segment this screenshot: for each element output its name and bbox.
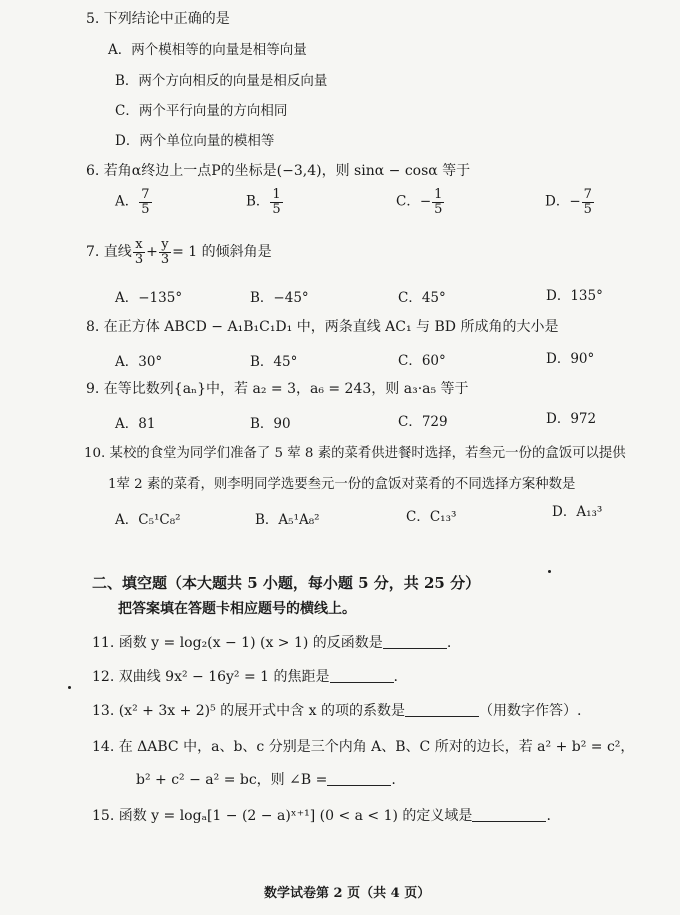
q5-option-d: D．两个单位向量的模相等 [115, 133, 275, 149]
section-2-title: 二、填空题（本大题共 5 小题，每小题 5 分，共 25 分） [92, 574, 481, 592]
q5-stem: 5. 下列结论中正确的是 [86, 11, 230, 27]
q9-option-c: C．729 [398, 414, 448, 430]
q8-option-c: C．60° [398, 353, 446, 369]
q10-option-c: C．C₁₃³ [406, 509, 457, 525]
q6-option-b: B． $\frac{1}{5}$ [246, 187, 281, 217]
q11: 11. 函数 y = log₂(x − 1) (x > 1) 的反函数是 . [92, 635, 452, 651]
page-footer: 数学试卷第 2 页（共 4 页） [264, 886, 431, 901]
q10-option-b: B．A₅¹A₈² [255, 512, 320, 528]
q6-stem: 6. 若角α终边上一点P的坐标是(−3,4)，则 sinα − cosα 等于 [86, 163, 471, 179]
q10-option-d: D．A₁₃³ [552, 504, 603, 520]
q13: 13. (x² + 3x + 2)⁵ 的展开式中含 x 的项的系数是 （用数字作答）. [92, 703, 582, 719]
q6-option-c: C．− $\frac{1}{5}$ [396, 187, 443, 217]
q6-option-d: D．− $\frac{7}{5}$ [545, 187, 592, 217]
q10-line-1: 10. 某校的食堂为同学们准备了 5 荤 8 素的菜肴供进餐时选择，若叁元一份的盒饭可以提供 [84, 446, 626, 461]
q7-option-a: A．−135° [115, 290, 183, 306]
q8-option-a: A．30° [115, 354, 163, 370]
q11-answer-blank [383, 648, 447, 649]
q13-answer-blank [405, 716, 479, 717]
stray-mark [548, 570, 551, 573]
q14-line-1: 14. 在 ΔABC 中，a、b、c 分别是三个内角 A、B、C 所对的边长，若 a² + b² = c²， [92, 739, 635, 755]
q12: 12. 双曲线 9x² − 16y² = 1 的焦距是 . [92, 669, 398, 685]
section-2-instruction: 把答案填在答题卡相应题号的横线上。 [118, 601, 356, 617]
q10-option-a: A．C₅¹C₈² [115, 512, 181, 528]
q14-line-2: b² + c² − a² = bc，则 ∠B = . [136, 772, 396, 788]
q5-option-a: A．两个模相等的向量是相等向量 [108, 42, 307, 58]
q6-option-a: A． $\frac{7}{5}$ [115, 187, 150, 217]
q7-option-d: D．135° [546, 288, 603, 304]
q8-option-b: B．45° [250, 354, 298, 370]
q10-line-2: 1荤 2 素的菜肴，则李明同学选要叁元一份的盒饭对菜肴的不同选择方案种数是 [108, 477, 576, 492]
q15: 15. 函数 y = logₐ[1 − (2 − a)ˣ⁺¹] (0 < a < 1) 的定义域是 . [92, 808, 551, 824]
q7-option-c: C．45° [398, 290, 446, 306]
q7-stem: 7. 直线 $\frac{x}{3}$ + $\frac{y}{3}$ = 1 的倾斜角是 [86, 237, 272, 267]
q7-option-b: B．−45° [250, 290, 309, 306]
q9-option-b: B．90 [250, 416, 291, 432]
stray-mark [68, 686, 71, 689]
q8-option-d: D．90° [546, 351, 595, 367]
q8-stem: 8. 在正方体 ABCD − A₁B₁C₁D₁ 中，两条直线 AC₁ 与 BD 所成角的大小是 [86, 319, 559, 335]
q5-option-b: B．两个方向相反的向量是相反向量 [115, 73, 328, 89]
q9-stem: 9. 在等比数列{aₙ}中，若 a₂ = 3，a₆ = 243，则 a₃·a₅ 等于 [86, 381, 469, 397]
q5-option-c: C．两个平行向量的方向相同 [115, 103, 288, 119]
q9-option-d: D．972 [546, 411, 597, 427]
q14-answer-blank [327, 785, 391, 786]
q12-answer-blank [330, 682, 394, 683]
q9-option-a: A．81 [115, 416, 156, 432]
q15-answer-blank [472, 821, 546, 822]
